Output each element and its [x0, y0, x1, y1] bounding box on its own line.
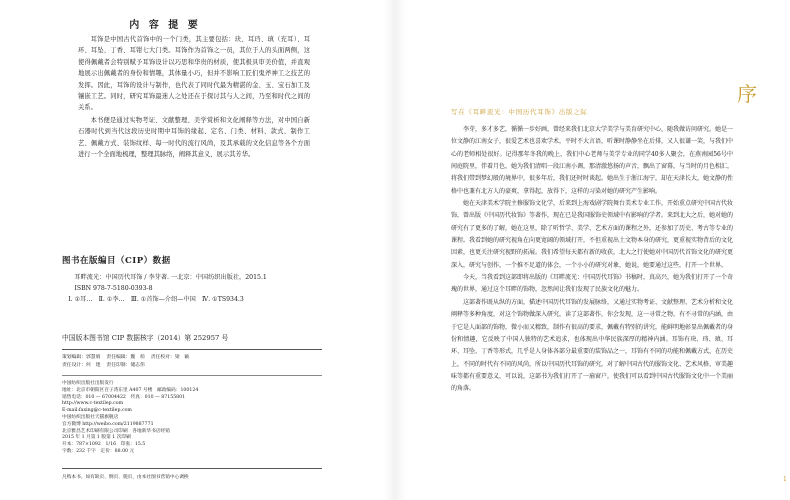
summary-body: [78, 34, 310, 161]
return-policy-note: 凡购本书，如有缺页、倒页、脱页，由本社图书营销中心调换: [62, 475, 189, 480]
summary-paragraph: 本书便是通过实物考证、文献整理、美学赏析和文化阐释等方法，对中国自新石器时代到当代这段历史时期中耳饰的缘起、定名、门类、材料、款式、制作工艺、佩戴方式、装饰纹样、每一时代的流行风尚，及其承载的文化信息等各个方面进行一个全面地梳理，整理其脉络，阐释其意义，展示其芳华。: [78, 116, 310, 159]
publisher-line: http://www.c-textilep.com: [62, 401, 124, 407]
publisher-line: 销售电话：010 — 67004422 传真：010 — 87155801: [62, 394, 186, 400]
publisher-line: 中国纺织出版社天猫旗舰店: [62, 414, 119, 420]
preface-subtitle: 写在《耳畔流光：中国历代耳饰》出版之际: [451, 108, 588, 116]
divider: [62, 349, 322, 350]
publisher-line: 字数：232 千字 定价：88.00 元: [62, 448, 135, 454]
publisher-line: 2015 年 1 月第 1 版第 1 次印刷: [62, 435, 131, 441]
publisher-line: 地址：北京市朝阳区百子湾东里 A407 号楼 邮政编码：100124: [62, 387, 199, 393]
staff-entry: 责任设计：何 建: [62, 362, 101, 368]
isbn-line: ISBN 978-7-5180-0393-8: [74, 285, 153, 292]
staff-entry: 策划编辑：郭慧娟: [62, 355, 101, 360]
cip-line: 耳畔流光：中国历代耳饰 / 李芽著. 一北京：中国纺织出版社，2015.1: [74, 274, 267, 281]
publisher-line: 北京雅昌艺术印刷有限公司印刷 各地新华书店经销: [62, 428, 170, 434]
preface-paragraph: 她在天津美术学院主修服饰文化学，后来到上海戏剧学院舞台美术专业工作，开始重点研究中国古代妆饰，曾出版《中国历代妆饰》等著作，现在已是我国服饰史领域中有影响的学者。来到北大之后，她对她的研究有了更多的了解，她在这里，除了听哲学、美学、艺术方面的课程之外，还参加了历史、考古等专业的课程。我看到她的研究视角在向更宽阔的领域打开，不但重视出土文物本身的研究，更重视实物背后的文化因素，也更关注研究视野的拓展。我们希望每天都有新的收获，北大之行使她对中国历代首饰文化的研究更深入，研究与创作，一个推不足道的体会，一个小小的研究对象，她说，她要通过这些，打开一个世界。: [451, 200, 734, 269]
staff-entry: 责任校对：梁 颖: [150, 355, 190, 360]
preface-paragraph: 今天，当我看到这部即将出版的《耳畔流光：中国历代耳饰》书稿时，真高兴，她为我们打开了一个奇瑰的世界，通过这个耳畔的饰物，忽然间让我们发现了民族文化的魅力。: [451, 274, 734, 294]
cip-record: [62, 272, 324, 305]
preface-heading: 序: [737, 82, 757, 106]
publisher-line: 开本：787×1092 1/16 印张：15.5: [62, 442, 146, 448]
summary-heading: 内 容 提 要: [129, 20, 201, 31]
staff-entry: 责任印制：储志伟: [106, 362, 145, 368]
classification-line: Ⅰ. ①耳… Ⅱ. ①李… Ⅲ. ①首饰—介绍—中国 Ⅳ. ①TS934.3: [68, 296, 244, 303]
staff-row: [62, 362, 322, 370]
publisher-line: 中国纺织出版社出版发行: [62, 381, 114, 386]
cip-verify-number: 中国版本图书馆 CIP 数据核字（2014）第 252957 号: [62, 334, 229, 342]
divider: [62, 375, 322, 376]
publisher-info: [62, 381, 322, 456]
page-number: 1: [783, 476, 787, 483]
divider: [62, 468, 322, 469]
publisher-line: 官方微博 http://weibo.com/2119887771: [62, 421, 154, 427]
staff-row: [62, 354, 322, 362]
summary-paragraph: 耳饰是中国古代首饰中的一个门类，其主要包括：玦、耳珰、瑱（充耳）、耳环、耳坠、丁香、耳钳七大门类。耳饰作为首饰之一员，其位于人的头面两侧，这使得佩戴者会特别赋予耳饰设计以巧思和华贵的材质，使其极具审美价值，并直观地展示出佩戴者的身份和情趣，其体量小巧，但并不影响工匠们鬼斧神工之技艺的发挥。因此，耳饰的设计与制作，也代表了同时代最为精湛的金、玉、宝石加工及镶嵌工艺。同时，研究耳饰最迷人之处还在于探讨其与人之间，乃至和时代之间的关系。: [78, 36, 310, 112]
preface-paragraph: 李芽，多才多艺，循循一步好画，曾经来我们北京大学美学与美育研究中心，随我做访问研究。她是一位文静的江南女子，很爱艺术也喜欢学术，平时不大言语，听课时静静坐在后排，又人很谦一笑，与我们中心的老师相处很好。记得那年冬我的晚上，我们中心老师与美学专业的同学40多人聚会，在燕南园56号中间庭院里，伴着月色，她为我们清唱一段江南小调，那清澈悠扬的声音，飘出了窗幕，与当时的月色相汇，将我们带到梦幻般的境界中，很多年后，我们还时时谈起。她出生于浙江海宁，却在天津长大，她文静的性格中也兼有北方人的豪爽，拿得起，放得下，这样的习染对她的研究产生影响。: [451, 126, 734, 195]
cip-heading: 图书在版编目（CIP）数据: [62, 256, 171, 266]
preface-page: [395, 0, 790, 500]
publisher-line: E-mail:faxing@c-textilep.com: [62, 408, 132, 414]
preface-body: [451, 124, 733, 396]
editorial-staff: [62, 354, 322, 369]
preface-paragraph: 这部著作既从纵的方面，描述中国历代耳饰的发展脉络，又通过实物考证、文献整理、艺术分析和文化阐释等多种角度，对这个饰物做深入研究，读了这部著作，你会发现，这一寻常之物，有不寻常的内涵，由于它是人面部的饰物，微小而又精致，制作有很高的要求，佩戴有特别的讲究，能鲜明地彰显出佩戴者的身份和情趣，它反映了中国人独特的艺术追求，也体现出中华民族深厚的精神内涵。耳饰有玦、珰、瑱、耳环、耳坠、丁香等形式，几乎是人身体各部分最重要的装饰品之一，耳饰有不同的功能和佩戴方式，在历史上，不同的时代有不同的风尚，所以中国历代耳饰的研究，对了解中国古代的服饰文化、艺术风格、审美趣味等都有重要意义，可以说，这部书为我们打开了一扇窗户，使我们可以看到中国古代服饰文化中一个美丽的角落。: [451, 298, 734, 393]
staff-entry: 责任编辑：魏 萌: [106, 355, 145, 360]
